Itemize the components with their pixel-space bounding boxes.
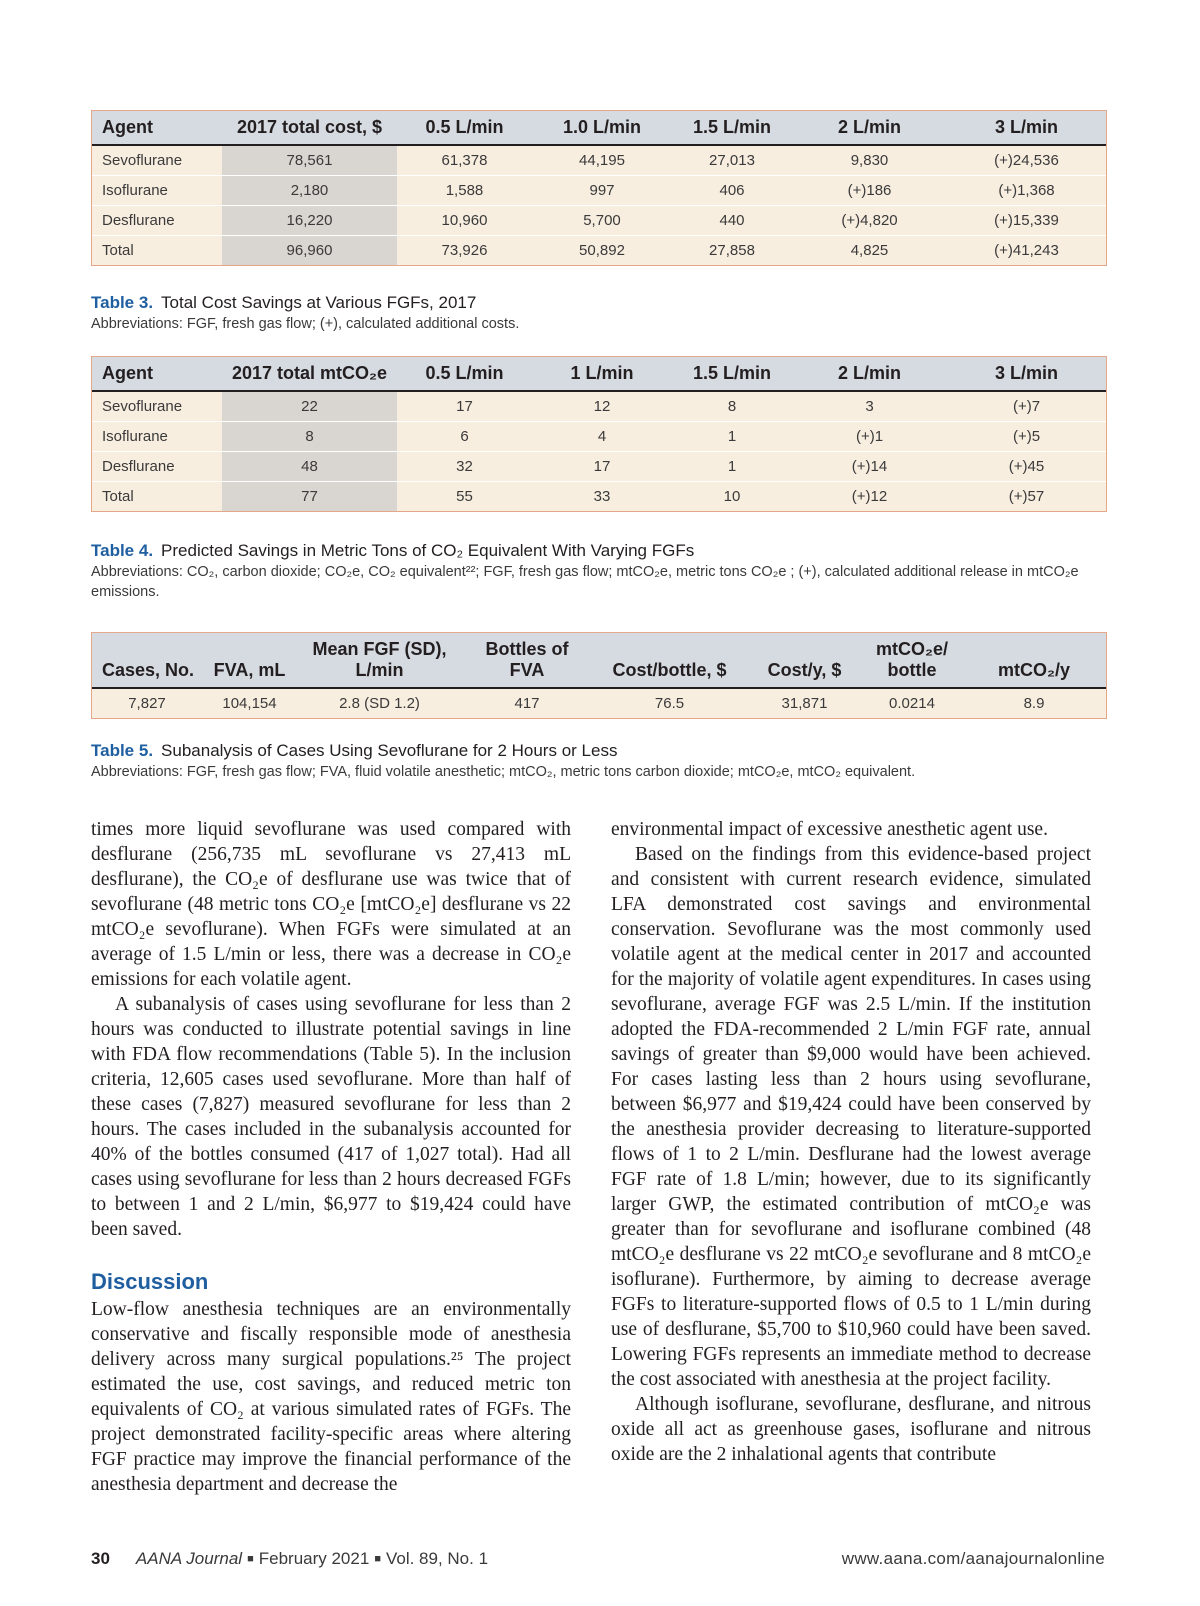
table-cell: (+)4,820 (792, 206, 947, 236)
table-cell: 997 (532, 176, 672, 206)
column-header: 2 L/min (792, 111, 947, 145)
paragraph: A subanalysis of cases using sevoflurane for less than 2 hours was conducted to illustrate potential savings in line with FDA flow recommendations (Table 5). In the inclusion criteria, 12,605 cases used sevoflurane. More than half of these cases (7,827) measured sevoflurane for less than 2 hours. The cases included in the subanalysis accounted for 40% of the bottles consumed (417 of 1,027 total). Had all cases using sevoflurane for less than 2 hours decreased FGFs to between 1 and 2 L/min, $6,977 to $19,424 could have been saved. (91, 994, 571, 1240)
column-header: 1.0 L/min (532, 111, 672, 145)
journal-name: AANA Journal (135, 1549, 243, 1568)
table-cell: (+)1,368 (947, 176, 1106, 206)
table-label: Table 5. (91, 741, 154, 760)
table-cell: 8.9 (962, 688, 1106, 718)
table-cell: (+)41,243 (947, 236, 1106, 266)
table-header-row (92, 357, 1106, 391)
right-column (611, 817, 1091, 1467)
table-cell: (+)14 (792, 452, 947, 482)
journal-url[interactable]: www.aana.com/aanajournalonline (841, 1549, 1105, 1568)
table-cell: 8 (222, 422, 397, 452)
table-abbreviations: Abbreviations: FGF, fresh gas flow; (+), calculated additional costs. (91, 316, 520, 332)
row-label: 7,827 (92, 688, 202, 718)
table-title: Predicted Savings in Metric Tons of CO₂ Equivalent With Varying FGFs (161, 541, 695, 560)
table-cell: 104,154 (202, 688, 297, 718)
column-header: FVA, mL (202, 633, 297, 688)
table-row (92, 206, 1106, 236)
table-label: Table 3. (91, 293, 154, 312)
table-cell: 55 (397, 482, 532, 512)
column-header: Cases, No. (92, 633, 202, 688)
column-header: 3 L/min (947, 111, 1106, 145)
table-3-caption (91, 292, 1105, 334)
table-cell: 17 (532, 452, 672, 482)
column-header: Agent (92, 357, 222, 391)
column-header: Cost/y, $ (747, 633, 862, 688)
separator: ■ (247, 1553, 254, 1565)
table-cell: 0.0214 (862, 688, 962, 718)
table-cell: 8 (672, 391, 792, 422)
table-4 (91, 356, 1107, 512)
table-row (92, 452, 1106, 482)
column-header: 2 L/min (792, 357, 947, 391)
table-label: Table 4. (91, 541, 154, 560)
table-cell: (+)45 (947, 452, 1106, 482)
issue-date: February 2021 (258, 1549, 370, 1568)
column-header: 1 L/min (532, 357, 672, 391)
table-cell: (+)12 (792, 482, 947, 512)
table-cell: 4,825 (792, 236, 947, 266)
table-abbreviations: Abbreviations: FGF, fresh gas flow; FVA, fluid volatile anesthetic; mtCO₂, metric tons carbon dioxide; mtCO₂e, mtCO₂ equivalent. (91, 764, 916, 780)
column-header: 2017 total cost, $ (222, 111, 397, 145)
section-heading: Discussion (91, 1269, 209, 1294)
table-cell: 61,378 (397, 145, 532, 176)
volume: Vol. 89, No. 1 (385, 1549, 489, 1568)
table-5 (91, 632, 1107, 719)
table-cell: 48 (222, 452, 397, 482)
column-header: Bottles of FVA (462, 633, 592, 688)
table-cell: 27,013 (672, 145, 792, 176)
table-cell: 2.8 (SD 1.2) (297, 688, 462, 718)
table-row (92, 236, 1106, 266)
table-cell: 1 (672, 422, 792, 452)
table-cell: 27,858 (672, 236, 792, 266)
table-cell: 78,561 (222, 145, 397, 176)
column-header: Cost/bottle, $ (592, 633, 747, 688)
table-cell: 77 (222, 482, 397, 512)
row-label: Total (92, 236, 222, 266)
column-header: 2017 total mtCO₂e (222, 357, 397, 391)
table-cell: 5,700 (532, 206, 672, 236)
table-row (92, 391, 1106, 422)
table-row (92, 145, 1106, 176)
table-cell: 1,588 (397, 176, 532, 206)
table-header-row (92, 111, 1106, 145)
row-label: Isoflurane (92, 422, 222, 452)
table-cell: 44,195 (532, 145, 672, 176)
paragraph: Based on the findings from this evidence-based project and consistent with current research evidence, simulated LFA demonstrated cost savings and environmental conservation. Sevoflurane was the most commonly used volatile agent at the medical center in 2017 and accounted for the majority of volatile agent expenditures. In cases using sevoflurane, average FGF was 2.5 L/min. If the institution adopted the FDA-recommended 2 L/min FGF rate, annual savings of greater than $9,000 would have been achieved. For cases lasting less than 2 hours using sevoflurane, between $6,977 and $19,424 could have been conserved by the anesthesia provider decreasing to literature-supported flows of 1 to 2 L/min. Desflurane had the lowest average FGF rate of 1.8 L/min; however, due to its significantly larger GWP, the estimated contribution of mtCO₂e was greater than for sevoflurane and isoflurane combined (48 mtCO₂e desflurane vs 22 mtCO₂e sevoflurane and 8 mtCO₂e isoflurane). Furthermore, by aiming to decrease average FGFs to literature-supported flows of 0.5 to 1 L/min during use of desflurane, $5,700 to $10,960 could have been saved. Lowering FGFs represents an immediate method to decrease the cost associated with anesthesia at the project facility. (611, 844, 1091, 1390)
table-cell: 22 (222, 391, 397, 422)
column-header: mtCO₂/y (962, 633, 1106, 688)
table-cell: (+)1 (792, 422, 947, 452)
table-cell: 9,830 (792, 145, 947, 176)
page-number: 30 (91, 1549, 110, 1568)
table-3 (91, 110, 1107, 266)
table-cell: 16,220 (222, 206, 397, 236)
table-header-row (92, 633, 1106, 688)
column-header: 0.5 L/min (397, 111, 532, 145)
table-cell: 50,892 (532, 236, 672, 266)
column-header: mtCO₂e/ bottle (862, 633, 962, 688)
column-header: 0.5 L/min (397, 357, 532, 391)
left-column (91, 817, 571, 1497)
table-cell: 12 (532, 391, 672, 422)
table-cell: 31,871 (747, 688, 862, 718)
table-cell: 10,960 (397, 206, 532, 236)
table-cell: (+)5 (947, 422, 1106, 452)
paragraph: Low-flow anesthesia techniques are an environmentally conservative and fiscally responsible mode of anesthesia delivery across many surgical populations.²⁵ The project estimated the use, cost savings, and reduced metric ton equivalents of CO₂ at various simulated rates of FGFs. The project demonstrated facility-specific areas where altering FGF practice may improve the financial performance of the anesthesia department and decrease the (91, 1299, 571, 1495)
paragraph: times more liquid sevoflurane was used compared with desflurane (256,735 mL sevoflurane vs 27,413 mL desflurane), the CO₂e of desflurane use was twice that of sevoflurane (48 metric tons CO₂e [mtCO₂e] desflurane vs 22 mtCO₂e sevoflurane). When FGFs were simulated at an average of 1.5 L/min or less, there was a decrease in CO₂e emissions for each volatile agent. (91, 819, 571, 990)
table-cell: 10 (672, 482, 792, 512)
paragraph: Although isoflurane, sevoflurane, desflurane, and nitrous oxide all act as greenhouse gases, isoflurane and nitrous oxide are the 2 inhalational agents that contribute (611, 1394, 1091, 1465)
table-row (92, 176, 1106, 206)
table-row (92, 688, 1106, 718)
table-row (92, 482, 1106, 512)
table-cell: (+)24,536 (947, 145, 1106, 176)
table-cell: 17 (397, 391, 532, 422)
table-cell: 4 (532, 422, 672, 452)
table-cell: (+)186 (792, 176, 947, 206)
table-cell: (+)7 (947, 391, 1106, 422)
column-header: 1.5 L/min (672, 357, 792, 391)
row-label: Isoflurane (92, 176, 222, 206)
table-cell: 440 (672, 206, 792, 236)
table-row (92, 422, 1106, 452)
separator: ■ (374, 1553, 381, 1565)
table-5-caption (91, 740, 1105, 782)
table-cell: 417 (462, 688, 592, 718)
column-header: 3 L/min (947, 357, 1106, 391)
table-title: Subanalysis of Cases Using Sevoflurane for 2 Hours or Less (161, 741, 618, 760)
table-cell: (+)57 (947, 482, 1106, 512)
table-cell: 1 (672, 452, 792, 482)
table-abbreviations: Abbreviations: CO₂, carbon dioxide; CO₂e, CO₂ equivalent²²; FGF, fresh gas flow; mtCO₂e, metric tons CO₂e ; (+), calculated additional release in mtCO₂e emissions. (91, 564, 1079, 600)
table-4-caption (91, 540, 1105, 602)
table-cell: 73,926 (397, 236, 532, 266)
column-header: 1.5 L/min (672, 111, 792, 145)
table-title: Total Cost Savings at Various FGFs, 2017 (161, 293, 477, 312)
table-cell: 6 (397, 422, 532, 452)
table-cell: 76.5 (592, 688, 747, 718)
table-cell: 406 (672, 176, 792, 206)
table-cell: 96,960 (222, 236, 397, 266)
row-label: Desflurane (92, 206, 222, 236)
table-cell: 2,180 (222, 176, 397, 206)
page-footer (91, 1549, 1105, 1569)
paragraph: environmental impact of excessive anesthetic agent use. (611, 819, 1048, 840)
row-label: Total (92, 482, 222, 512)
column-header: Mean FGF (SD), L/min (297, 633, 462, 688)
column-header: Agent (92, 111, 222, 145)
table-cell: 33 (532, 482, 672, 512)
table-cell: 32 (397, 452, 532, 482)
row-label: Sevoflurane (92, 391, 222, 422)
table-cell: 3 (792, 391, 947, 422)
row-label: Sevoflurane (92, 145, 222, 176)
table-cell: (+)15,339 (947, 206, 1106, 236)
row-label: Desflurane (92, 452, 222, 482)
